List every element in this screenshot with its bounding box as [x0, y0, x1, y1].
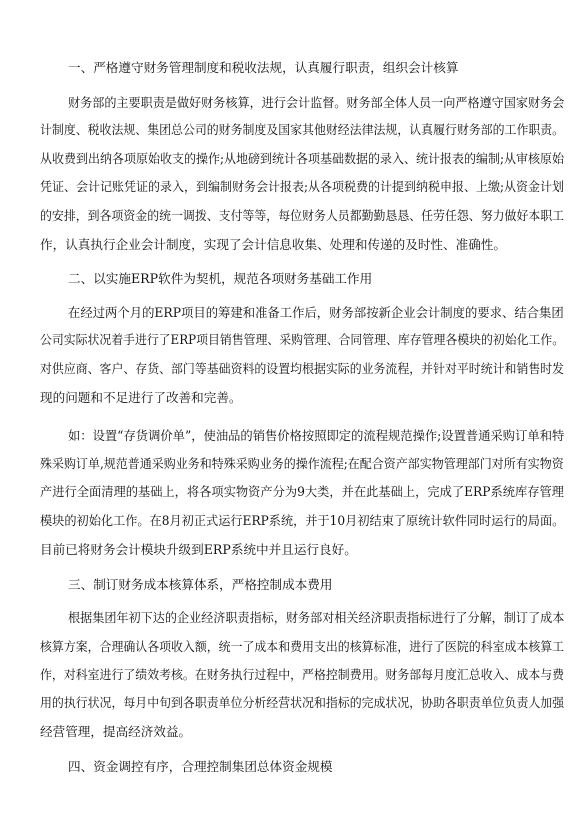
paragraph-line: 用的执行状况，每月中旬到各职责单位分析经营状况和指标的完成状况，协助各职责单位负责人加强	[40, 695, 565, 710]
section-heading: 一、严格遵守财务管理制度和税收法规，认真履行职责，组织会计核算	[68, 60, 459, 75]
paragraph-line: 殊采购订单,规范普通采购业务和特殊采购业务的操作流程;在配合资产部实物管理部门对所有实物资	[40, 456, 564, 471]
paragraph-line: 核算方案，合理确认各项收入额，统一了成本和费用支出的核算标准，进行了医院的科室成本核算工	[40, 639, 565, 654]
paragraph-line: 在经过两个月的ERP项目的筹建和准备工作后，财务部按新企业会计制度的要求、结合集团	[68, 305, 564, 320]
paragraph-line: 从收费到出纳各项原始收支的操作;从地磅到统计各项基础数据的录入、统计报表的编制;从审核原始	[40, 151, 565, 166]
paragraph-line: 经营管理，提高经济效益。	[40, 724, 192, 739]
paragraph-line: 计制度、税收法规、集团总公司的财务制度及国家其他财经法律法规，认真履行财务部的工作职责。	[40, 122, 565, 137]
paragraph-line: 根据集团年初下达的企业经济职责指标，财务部对相关经济职责指标进行了分解，制订了成本	[68, 610, 565, 625]
paragraph-line: 作，对科室进行了绩效考核。在财务执行过程中，严格控制费用。财务部每月度汇总收入、成本与费	[40, 667, 565, 682]
paragraph-line: 如：设置“存货调价单”，使油品的销售价格按照即定的流程规范操作;设置普通采购订单和特	[68, 428, 565, 443]
paragraph-line: 现的问题和不足进行了改善和完善。	[40, 390, 242, 405]
paragraph-line: 产进行全面清理的基础上，将各项实物资产分为9大类，并在此基础上，完成了ERP系统库存管理	[40, 484, 564, 499]
section-heading: 四、资金调控有序，合理控制集团总体资金规模	[68, 759, 333, 774]
section-heading: 三、制订财务成本核算体系，严格控制成本费用	[68, 577, 333, 592]
paragraph-line: 作，认真执行企业会计制度，实现了会计信息收集、处理和传递的及时性、准确性。	[40, 237, 506, 252]
paragraph-line: 的安排，到各项资金的统一调拨、支付等等，每位财务人员都勤勤恳恳、任劳任怨、努力做好本职工	[40, 208, 565, 223]
paragraph-line: 目前已将财务会计模块升级到ERP系统中并且运行良好。	[40, 542, 357, 557]
paragraph-line: 凭证、会计记账凭证的录入，到编制财务会计报表;从各项税费的计提到纳税申报、上缴;从资金计划	[40, 179, 565, 194]
paragraph-line: 对供应商、客户、存货、部门等基础资料的设置均根据实际的业务流程，并针对平时统计和销售时发	[40, 361, 565, 376]
paragraph-line: 模块的初始化工作。在8月初正式运行ERP系统，并于10月初结束了原统计软件同时运行的局面。	[40, 513, 565, 528]
section-heading: 二、以实施ERP软件为契机，规范各项财务基础工作用	[68, 271, 373, 286]
paragraph-line: 公司实际状况着手进行了ERP项目销售管理、采购管理、合同管理、库存管理各模块的初始化工作。	[40, 332, 565, 347]
paragraph-line: 财务部的主要职责是做好财务核算，进行会计监督。财务部全体人员一向严格遵守国家财务会	[68, 95, 565, 110]
